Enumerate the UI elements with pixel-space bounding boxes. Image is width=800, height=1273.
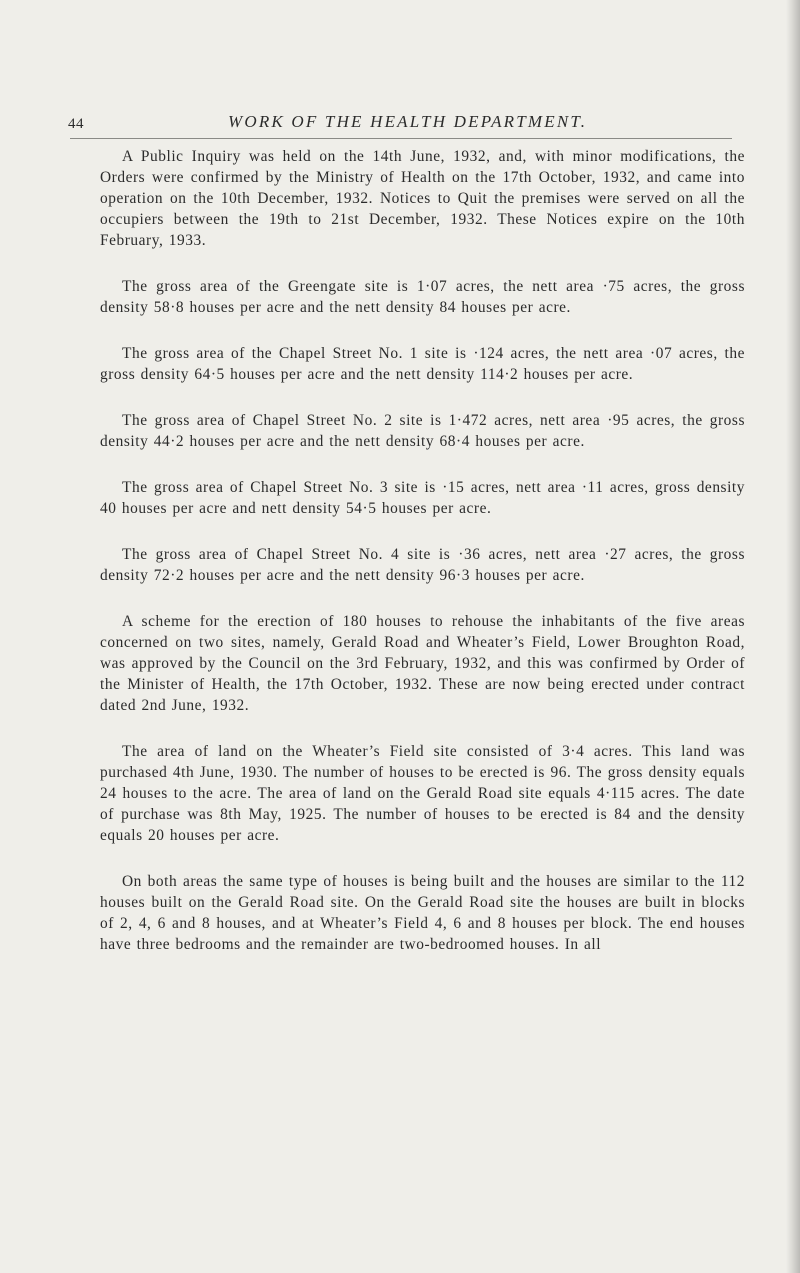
page-number: 44 <box>68 116 84 132</box>
page-edge-shadow <box>786 0 800 1273</box>
paragraph-greengate-site: The gross area of the Greengate site is 1·07 acres, the nett area ·75 acres, the gross density 58·8 houses per acre and the nett density 84 houses per acre. <box>100 278 745 316</box>
paragraph-chapel-street-1: The gross area of the Chapel Street No. 1 site is ·124 acres, the nett area ·07 acres, the gross density 64·5 houses per acre and the nett density 114·2 houses per acre. <box>100 345 745 383</box>
body-text <box>100 146 745 979</box>
running-title: WORK OF THE HEALTH DEPARTMENT. <box>228 112 588 131</box>
paragraph-public-inquiry: A Public Inquiry was held on the 14th June, 1932, and, with minor modifications, the Orders were confirmed by the Ministry of Health on the 17th October, 1932, and came into operation on the 10th December, 1932. Notices to Quit the premises were served on all the occupiers between the 19th to 21st December, 1932. These Notices expire on the 10th February, 1933. <box>100 148 745 249</box>
paragraph-rehousing-scheme: A scheme for the erection of 180 houses to rehouse the inhabitants of the five areas concerned on two sites, namely, Gerald Road and Wheater’s Field, Lower Broughton Road, was approved by the Council on the 3rd February, 1932, and this was confirmed by Order of the Minister of Health, the 17th October, 1932. These are now being erected under contract dated 2nd June, 1932. <box>100 613 745 714</box>
paragraph-chapel-street-3: The gross area of Chapel Street No. 3 site is ·15 acres, nett area ·11 acres, gross density 40 houses per acre and nett density 54·5 houses per acre. <box>100 479 745 517</box>
paragraph-chapel-street-4: The gross area of Chapel Street No. 4 site is ·36 acres, nett area ·27 acres, the gross density 72·2 houses per acre and the nett density 96·3 houses per acre. <box>100 546 745 584</box>
paragraph-chapel-street-2: The gross area of Chapel Street No. 2 site is 1·472 acres, nett area ·95 acres, the gross density 44·2 houses per acre and the nett density 68·4 houses per acre. <box>100 412 745 450</box>
paragraph-house-types: On both areas the same type of houses is being built and the houses are similar to the 112 houses built on the Gerald Road site. On the Gerald Road site the houses are built in blocks of 2, 4, 6 and 8 houses, and at Wheater’s Field 4, 6 and 8 houses per block. The end houses have three bedrooms and the remainder are two-bedroomed houses. In all <box>100 873 745 953</box>
header-rule <box>70 138 732 139</box>
paragraph-wheaters-field-land: The area of land on the Wheater’s Field site consisted of 3·4 acres. This land was purchased 4th June, 1930. The number of houses to be erected is 96. The gross density equals 24 houses to the acre. The area of land on the Gerald Road site equals 4·115 acres. The date of purchase was 8th May, 1925. The number of houses to be erected is 84 and the density equals 20 houses per acre. <box>100 743 745 844</box>
